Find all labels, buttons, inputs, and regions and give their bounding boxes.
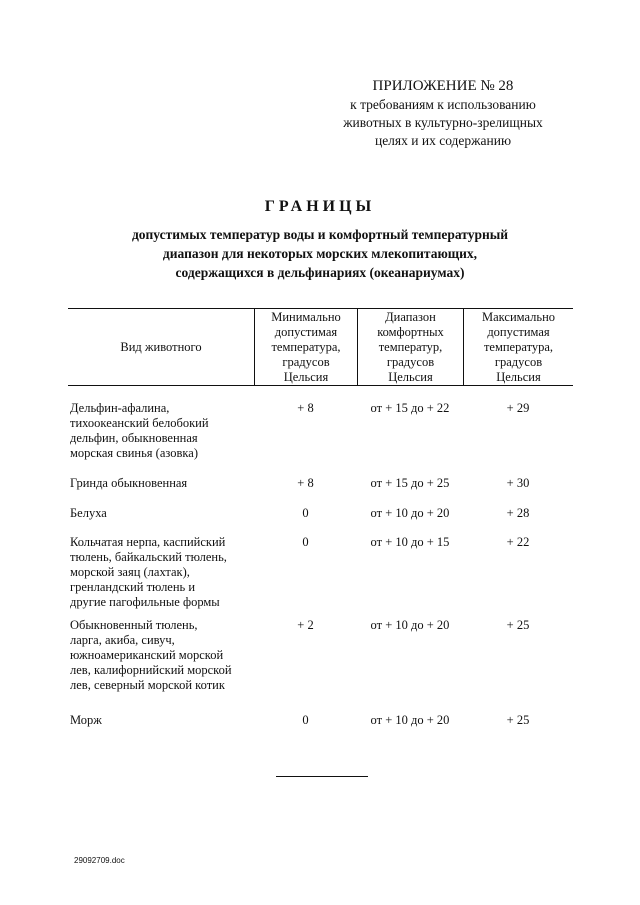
appendix-line-2: животных в культурно-зрелищных — [343, 115, 543, 130]
species-text-line: лев, северный морской котик — [70, 678, 225, 692]
species-text-line: южноамериканский морской — [70, 648, 224, 662]
species-text-line: тюлень, байкальский тюлень, — [70, 550, 227, 564]
species-text-line: дельфин, обыкновенная — [70, 431, 198, 445]
species-cell — [70, 401, 252, 461]
species-text-line: Морж — [70, 713, 102, 727]
header-text-line: температура, — [483, 339, 554, 354]
max-temp-cell: + 25 — [506, 618, 530, 632]
header-text-line: температур, — [378, 339, 443, 354]
comfort-range-cell: от + 10 до + 20 — [370, 713, 450, 727]
species-cell — [70, 535, 252, 610]
appendix-line-3: целях и их содержанию — [374, 133, 512, 148]
header-text-line: допустимая — [274, 324, 338, 339]
header-text-line: Вид животного — [120, 339, 202, 354]
header-text-line: градусов — [282, 354, 330, 369]
min-temp-cell: 0 — [302, 535, 309, 549]
species-text-line: Дельфин-афалина, — [70, 401, 170, 415]
appendix-block — [318, 76, 568, 150]
separator-line — [276, 776, 368, 777]
header-text-line: Цельсия — [388, 369, 433, 384]
header-text-line: Цельсия — [496, 369, 541, 384]
comfort-range-cell: от + 15 до + 25 — [370, 476, 450, 490]
appendix-line-1: к требованиям к использованию — [350, 97, 536, 112]
subtitle-line-2: диапазон для некоторых морских млекопитающих, — [162, 246, 478, 261]
min-temp-cell: + 2 — [297, 618, 314, 632]
header-text-line: Минимально — [271, 309, 341, 324]
max-temp-cell: + 29 — [506, 401, 530, 415]
species-cell — [70, 713, 252, 728]
comfort-range-cell: от + 10 до + 15 — [370, 535, 450, 549]
comfort-range-cell: от + 15 до + 22 — [370, 401, 450, 415]
species-text-line: тихоокеанский белобокий — [70, 416, 209, 430]
header-text-line: градусов — [494, 354, 543, 369]
species-text-line: другие пагофильные формы — [70, 595, 220, 609]
species-cell — [70, 618, 252, 693]
header-text-line: Цельсия — [283, 369, 329, 384]
species-text-line: морской заяц (лахтак), — [70, 565, 190, 579]
header-text-line: градусов — [386, 354, 435, 369]
document-title: ГРАНИЦЫ — [264, 198, 376, 215]
species-text-line: ларга, акиба, сивуч, — [70, 633, 175, 647]
comfort-range-cell: от + 10 до + 20 — [370, 506, 450, 520]
species-text-line: морская свинья (азовка) — [70, 446, 198, 460]
max-temp-cell: + 30 — [506, 476, 530, 490]
species-text-line: Белуха — [70, 506, 107, 520]
comfort-range-cell: от + 10 до + 20 — [370, 618, 450, 632]
header-comfort-range — [357, 309, 463, 385]
header-text-line: Диапазон — [385, 309, 436, 324]
species-text-line: Кольчатая нерпа, каспийский — [70, 535, 226, 549]
species-text-line: гренландский тюлень и — [70, 580, 196, 594]
table-header — [68, 308, 573, 386]
species-text-line: лев, калифорнийский морской — [70, 663, 232, 677]
header-min-temp — [254, 309, 357, 385]
min-temp-cell: 0 — [302, 506, 309, 520]
min-temp-cell: 0 — [302, 713, 309, 727]
header-text-line: допустимая — [487, 324, 550, 339]
species-text-line: Гринда обыкновенная — [70, 476, 188, 490]
subtitle-line-1: допустимых температур воды и комфортный температурный — [131, 227, 509, 242]
header-text-line: температура, — [271, 339, 341, 354]
max-temp-cell: + 25 — [506, 713, 530, 727]
header-max-temp — [463, 309, 573, 385]
species-text-line: Обыкновенный тюлень, — [70, 618, 198, 632]
document-subtitle — [100, 225, 540, 282]
header-text-line: комфортных — [377, 324, 444, 339]
footer-filename: 29092709.doc — [74, 856, 125, 865]
header-text-line: Максимально — [481, 309, 556, 324]
min-temp-cell: + 8 — [297, 401, 314, 415]
species-cell — [70, 476, 252, 491]
subtitle-line-3: содержащихся в дельфинариях (океанариумах) — [175, 265, 465, 280]
header-species — [68, 309, 254, 385]
min-temp-cell: + 8 — [297, 476, 314, 490]
max-temp-cell: + 22 — [506, 535, 530, 549]
appendix-number: ПРИЛОЖЕНИЕ № 28 — [372, 78, 514, 94]
temperature-table — [68, 308, 573, 727]
max-temp-cell: + 28 — [506, 506, 530, 520]
species-cell — [70, 506, 252, 521]
